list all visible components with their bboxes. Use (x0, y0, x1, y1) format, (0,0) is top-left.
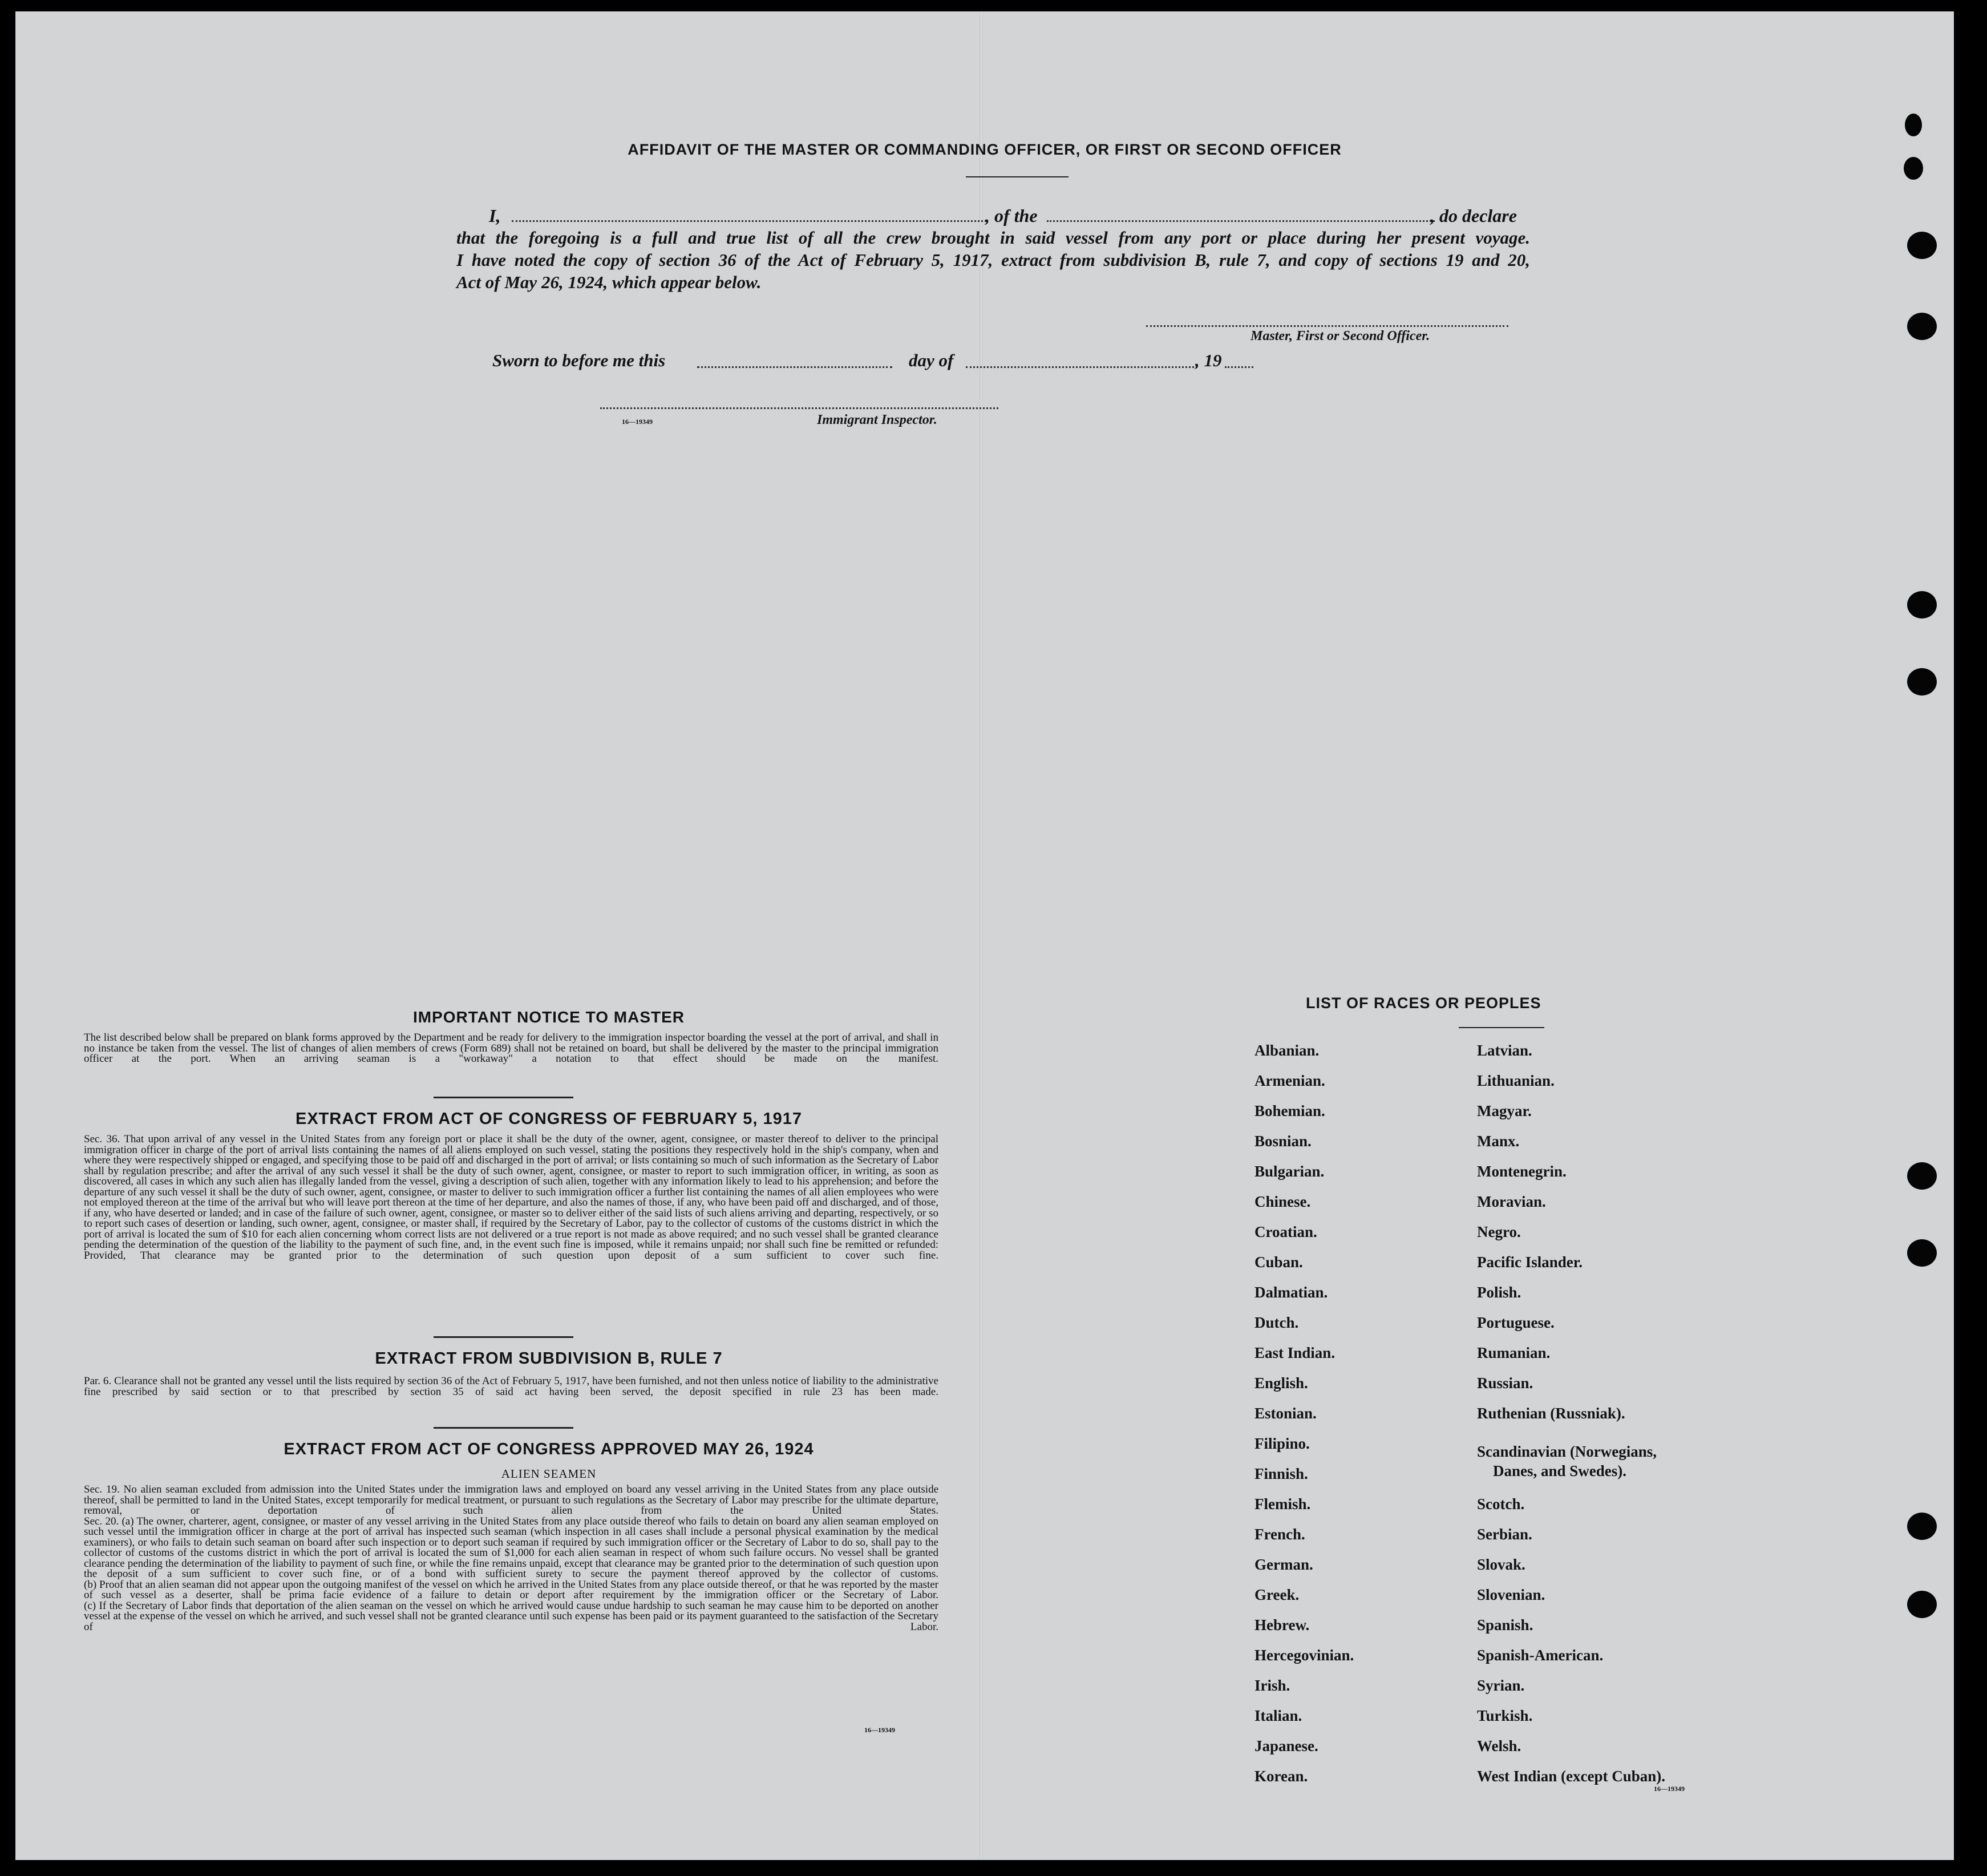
race-item: Lithuanian. (1477, 1072, 1555, 1089)
race-item: Ruthenian (Russniak). (1477, 1405, 1625, 1422)
affidavit-line2: that the foregoing is a full and true list of all the crew brought in said vessel from any port or place during her present voyage. (456, 228, 1530, 248)
race-item: Albanian. (1254, 1042, 1320, 1059)
binder-hole (1907, 1591, 1937, 1618)
inspector-label: Immigrant Inspector. (817, 413, 937, 427)
center-fold (980, 11, 983, 1860)
race-item: Portuguese. (1477, 1314, 1555, 1331)
sec20c-text: (c) If the Secretary of Labor finds that deportation of the alien seaman on the vessel on which he arrived would cause undue hardship to such seaman he may cause him to be deported on another vessel at the expense of the vessel on which he arrived, and such vessel shall not be granted clearance until such expense has been paid or its payment guaranteed to the satisfaction of the Secretary of Labor. (84, 1599, 938, 1633)
race-item: Spanish. (1477, 1616, 1533, 1634)
rule7-title: EXTRACT FROM SUBDIVISION B, RULE 7 (375, 1349, 723, 1368)
race-item: Bosnian. (1254, 1133, 1312, 1150)
race-item: Slovenian. (1477, 1586, 1545, 1603)
binder-hole (1904, 157, 1923, 180)
races-title: LIST OF RACES OR PEOPLES (1306, 994, 1541, 1012)
signature-blank[interactable] (1146, 325, 1508, 327)
race-item: Finnish. (1254, 1465, 1308, 1482)
signature-label: Master, First or Second Officer. (1251, 329, 1430, 343)
race-item: Magyar. (1477, 1102, 1532, 1119)
sworn-year-blank[interactable] (1225, 366, 1253, 368)
section-rule (434, 1336, 573, 1338)
race-item: Rumanian. (1477, 1344, 1551, 1361)
name-blank[interactable] (512, 220, 986, 222)
race-item: German. (1254, 1556, 1313, 1573)
race-item: Estonian. (1254, 1405, 1317, 1422)
binder-hole (1907, 1513, 1937, 1540)
binder-hole (1907, 1162, 1937, 1190)
binder-hole (1907, 313, 1937, 340)
race-item: Latvian. (1477, 1042, 1532, 1059)
sec20a-text: Sec. 20. (a) The owner, charterer, agent, consignee, or master of any vessel arriving in the United States from any place outside thereof who fails to detain on board any alien seaman employed on such vessel until the immigration officer in charge at the port of arrival has inspected such seaman (which inspection in all cases shall include a personal physical examination by the medical examiners), or who fails to detain such seaman on board after such inspection or to deport such seaman if required by such immigration officer or the Secretary of Labor to do so, shall pay to the collector of customs of the customs district in which the port of arrival is located the sum of $1,000 for each alien seaman in respect of whom such failure occurs. No vessel shall be granted clearance pending the determination of the liability to payment of such fine, or while the fine remains unpaid, except that clearance may be granted prior to the determination of such question upon the deposit of a sum sufficient to cover such fine, or of a bond with sufficient surety to secure the payment thereof approved by the collector of customs. (84, 1515, 938, 1580)
race-item: Spanish-American. (1477, 1647, 1604, 1664)
race-item: Italian. (1254, 1707, 1302, 1724)
race-item: Polish. (1477, 1284, 1521, 1301)
race-item: Armenian. (1254, 1072, 1325, 1089)
extract-1924-title: EXTRACT FROM ACT OF CONGRESS APPROVED MAY 26, 1924 (284, 1440, 814, 1458)
notice-text: The list described below shall be prepared on blank forms approved by the Department and be ready for delivery to the immigration inspector boarding the vessel at the port of arrival, and shall in no instance be taken from the vessel. The list of changes of alien members of crews (Form 689) shall not be retained on board, but shall be delivered by the master to the principal immigration officer at the port. When an arriving seaman is a "workaway" a notation to that effect should be made on the manifest. (84, 1032, 938, 1065)
race-item: Negro. (1477, 1223, 1521, 1240)
race-item: Irish. (1254, 1677, 1290, 1694)
races-title-rule (1459, 1027, 1544, 1028)
extract-1917-text: Sec. 36. That upon arrival of any vessel in the United States from any foreign port or place it shall be the duty of the owner, agent, consignee, or master thereof to deliver to the principal immigration officer in charge of the port of arrival lists containing the names of all aliens employed on such vessel, stating the positions they respectively hold in the ship's company, when and where they were respectively shipped or engaged, and specifying those to be paid off and discharged in the port of arrival; or lists containing so much of such information as the Secretary of Labor shall by regulation prescribe; and after the arrival of any such vessel it shall be the duty of such owner, agent, consignee, or master to report to such immigration officer, in writing, as soon as discovered, all cases in which any such alien has illegally landed from the vessel, giving a description of such alien, together with any information likely to lead to his apprehension; and before the departure of any such vessel it shall be the duty of such owner, agent, consignee, or master to deliver to such immigration officer a further list containing the names of all alien employees who were not employed thereon at the time of the arrival but who will leave port thereon at the time of her departure, and also the names of those, if any, who have been paid off and discharged, and of those, if any, who have deserted or landed; and in case of the failure of such owner, agent, consignee, or master so to deliver either of the said lists of such aliens arriving and departing, respectively, or so to report such cases of desertion or landing, such owner, agent, consignee, or master shall, if required by the Secretary of Labor, pay to the collector of customs of the customs district in which the port of arrival is located the sum of $10 for each alien concerning whom correct lists are not delivered or a true report is not made as above required; and no such vessel shall be granted clearance pending the determination of the question of the liability to the payment of such fine, and, in the event such fine is imposed, while it remains unpaid; nor shall such fine be remitted or refunded: Provided, That clearance may be granted prior to the determination of such question upon deposit of a sum sufficient to cover such fine. (84, 1133, 938, 1262)
race-item: Japanese. (1254, 1737, 1318, 1754)
title-rule (966, 176, 1069, 177)
affidavit-of-the: , of the (985, 205, 1038, 226)
race-item: Greek. (1254, 1586, 1300, 1603)
race-item: Scotch. (1477, 1495, 1525, 1513)
binder-hole (1905, 114, 1922, 136)
race-item: West Indian (except Cuban). (1477, 1768, 1666, 1785)
race-item: East Indian. (1254, 1344, 1336, 1361)
race-item: Filipino. (1254, 1435, 1310, 1452)
section-rule (434, 1097, 573, 1098)
binder-hole (1907, 232, 1937, 259)
race-item: Syrian. (1477, 1677, 1525, 1694)
race-item: Flemish. (1254, 1495, 1311, 1513)
inspector-blank[interactable] (600, 407, 998, 409)
race-item: Turkish. (1477, 1707, 1533, 1724)
race-item: Moravian. (1477, 1193, 1546, 1210)
affidavit-line3: I have noted the copy of section 36 of the Act of February 5, 1917, extract from subdivision B, rule 7, and copy of sections 19 and 20, (456, 250, 1530, 270)
race-item: Slovak. (1477, 1556, 1525, 1573)
affidavit-title: AFFIDAVIT OF THE MASTER OR COMMANDING OFFICER, OR FIRST OR SECOND OFFICER (628, 141, 1342, 158)
race-item: Manx. (1477, 1133, 1520, 1150)
race-item: Danes, and Swedes). (1493, 1462, 1627, 1479)
affidavit-line4: Act of May 26, 1924, which appear below. (456, 272, 762, 292)
sec20b-text: (b) Proof that an alien seaman did not appear upon the outgoing manifest of the vessel on which he arrived in the United States from any place outside thereof, or that he was reported by the master of such vessel as a deserter, shall be prima facie evidence of a failure to detain or deport after requirement by the immigration officer or the Secretary of Labor. (84, 1578, 938, 1601)
affidavit-declare: , do declare (1430, 205, 1517, 226)
rule7-text: Par. 6. Clearance shall not be granted any vessel until the lists required by section 36 of the Act of February 5, 1917, have been furnished, and not then unless notice of liability to the administrative fine prescribed by said section or to that prescribed by section 35 of said act having been served, the deposit specified in rule 23 has been made. (84, 1375, 938, 1398)
sworn-month-blank[interactable] (966, 366, 1197, 368)
race-item: Montenegrin. (1477, 1163, 1567, 1180)
sworn-day-of: day of (909, 350, 954, 370)
race-item: Russian. (1477, 1374, 1533, 1392)
form-number: 16—19349 (622, 418, 653, 426)
form-number: 16—19349 (1654, 1785, 1685, 1793)
race-item: Serbian. (1477, 1526, 1532, 1543)
race-item: Croatian. (1254, 1223, 1317, 1240)
sworn-year: , 19 (1195, 350, 1222, 370)
race-item: Dutch. (1254, 1314, 1299, 1331)
sec19-text: Sec. 19. No alien seaman excluded from admission into the United States under the immigration laws and employed on board any vessel arriving in the United States from any place outside thereof, shall be permitted to land in the United States, except temporarily for medical treatment, or pursuant to such regulations as the Secretary of Labor may prescribe for the ultimate departure, removal, or deportation of such alien from the United States. (84, 1483, 938, 1517)
alien-seamen-subtitle: ALIEN SEAMEN (501, 1467, 597, 1481)
race-item: Cuban. (1254, 1254, 1303, 1271)
binder-hole (1907, 668, 1937, 696)
race-item: Bulgarian. (1254, 1163, 1325, 1180)
race-item: Scandinavian (Norwegians, (1477, 1443, 1657, 1460)
race-item: Dalmatian. (1254, 1284, 1328, 1301)
race-item: Hercegovinian. (1254, 1647, 1354, 1664)
binder-hole (1907, 591, 1937, 618)
extract-1917-title: EXTRACT FROM ACT OF CONGRESS OF FEBRUARY 5, 1917 (295, 1110, 803, 1128)
vessel-blank[interactable] (1047, 220, 1435, 222)
race-item: Hebrew. (1254, 1616, 1310, 1634)
section-rule (434, 1427, 573, 1429)
affidavit-i: I, (489, 205, 501, 226)
sworn-prefix: Sworn to before me this (492, 350, 666, 370)
binder-hole (1907, 1239, 1937, 1267)
race-item: Welsh. (1477, 1737, 1521, 1754)
race-item: English. (1254, 1374, 1308, 1392)
race-item: Pacific Islander. (1477, 1254, 1583, 1271)
form-number: 16—19349 (864, 1726, 895, 1734)
form-sheet (15, 11, 1954, 1860)
race-item: French. (1254, 1526, 1305, 1543)
race-item: Chinese. (1254, 1193, 1311, 1210)
sworn-date-blank[interactable] (697, 366, 892, 368)
race-item: Korean. (1254, 1768, 1308, 1785)
race-item: Bohemian. (1254, 1102, 1325, 1119)
notice-title: IMPORTANT NOTICE TO MASTER (412, 1008, 685, 1026)
extract-1924-body (84, 1485, 938, 1632)
